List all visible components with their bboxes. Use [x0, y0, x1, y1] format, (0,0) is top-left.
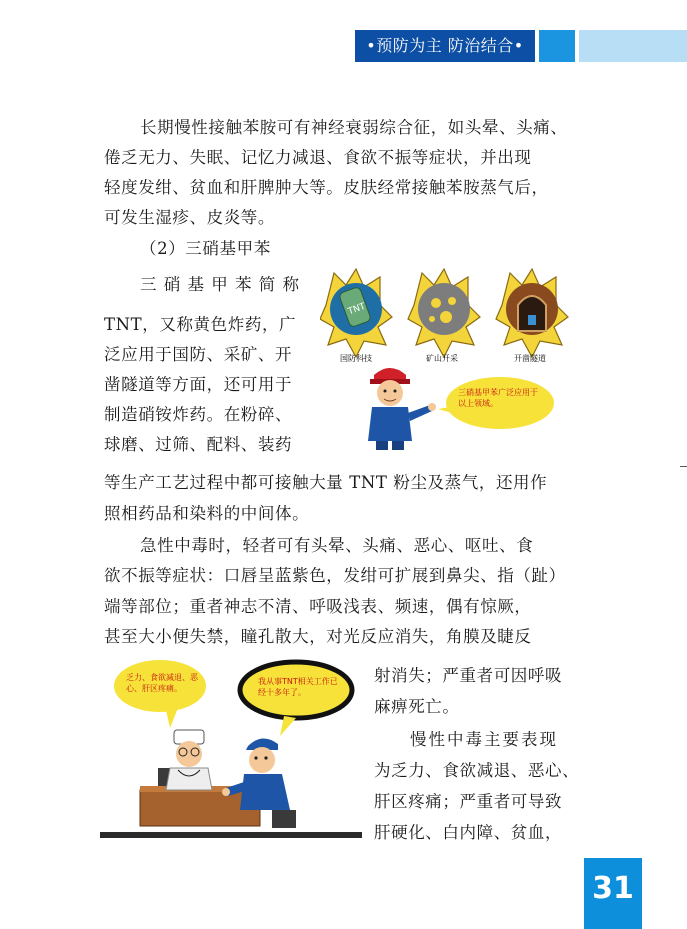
paragraph-line: 欲不振等症状：口唇呈蓝紫色，发绀可扩展到鼻尖、指（趾） [104, 566, 566, 585]
header-light-block [579, 30, 687, 62]
paragraph-line: 肝区疼痛；严重者可导致 [374, 792, 563, 811]
paragraph-line: 肝硬化、白内障、贫血， [374, 823, 563, 842]
paragraph-line: 三 硝 基 甲 苯 简 称 [140, 275, 300, 294]
doctor-character [166, 730, 212, 790]
paragraph-line: TNT，又称黄色炸药，广 [104, 315, 297, 334]
caption-military: 国防科技 [340, 354, 372, 363]
paragraph-line: 慢性中毒主要表现 [410, 730, 558, 749]
paragraph-line: 球磨、过筛、配料、装药 [104, 435, 293, 454]
paragraph-line: 长期慢性接触苯胺可有神经衰弱综合征，如头晕、头痛、 [140, 118, 568, 137]
bubble-text: 三硝基甲苯广泛应用于以上领域。 [458, 388, 538, 408]
worker-bubble-text: 我从事TNT相关工作已经十多年了。 [258, 677, 338, 697]
worker-character [368, 368, 436, 450]
paragraph-line: 急性中毒时，轻者可有头晕、头痛、恶心、呕吐、食 [140, 536, 534, 555]
paragraph-line: 凿隧道等方面，还可用于 [104, 375, 293, 394]
caption-mining: 矿山开采 [426, 354, 458, 363]
explosion-badge-tunnel [496, 269, 568, 357]
margin-tick [680, 466, 687, 467]
floor-line [100, 832, 362, 838]
speech-bubble [438, 377, 554, 429]
paragraph-line: 等生产工艺过程中都可接触大量 TNT 粉尘及蒸气，还用作 [104, 473, 548, 492]
doctor-speech-bubble [114, 660, 206, 728]
paragraph-line: 照相药品和染料的中间体。 [104, 504, 310, 523]
tnt-label: TNT [346, 301, 367, 318]
paragraph-line: 甚至大小便失禁，瞳孔散大，对光反应消失，角膜及睫反 [104, 627, 532, 646]
section-heading: （2）三硝基甲苯 [140, 239, 271, 258]
paragraph-line: 麻痹死亡。 [374, 697, 460, 716]
paragraph-line: 端等部位；重者神志不清、呼吸浅表、频速，偶有惊厥， [104, 597, 532, 616]
paragraph-line: 可发生湿疹、皮炎等。 [104, 208, 275, 227]
explosion-badge-military [320, 269, 392, 357]
header-accent-block [539, 30, 575, 62]
doctor-bubble-text: 乏力、食欲减退、恶心、肝区疼痛。 [126, 673, 198, 693]
paragraph-line: 倦乏无力、失眠、记忆力减退、食欲不振等症状，并出现 [104, 148, 532, 167]
doctor-worker-illustration [100, 658, 362, 838]
explosion-badge-mining [408, 269, 480, 357]
caption-tunnel: 开凿隧道 [514, 354, 546, 363]
paragraph-line: 为乏力、食欲减退、恶心、 [374, 761, 580, 780]
paragraph-line: 射消失；严重者可因呼吸 [374, 666, 563, 685]
tnt-usage-illustration [320, 265, 580, 450]
paragraph-line: 轻度发绀、贫血和肝脾肿大等。皮肤经常接触苯胺蒸气后， [104, 178, 549, 197]
page-number: 31 [584, 858, 642, 929]
header-slogan: •预防为主 防治结合• [355, 30, 535, 62]
paragraph-line: 泛应用于国防、采矿、开 [104, 345, 293, 364]
worker-speech-bubble [240, 662, 352, 736]
paragraph-line: 制造硝铵炸药。在粉碎、 [104, 405, 293, 424]
